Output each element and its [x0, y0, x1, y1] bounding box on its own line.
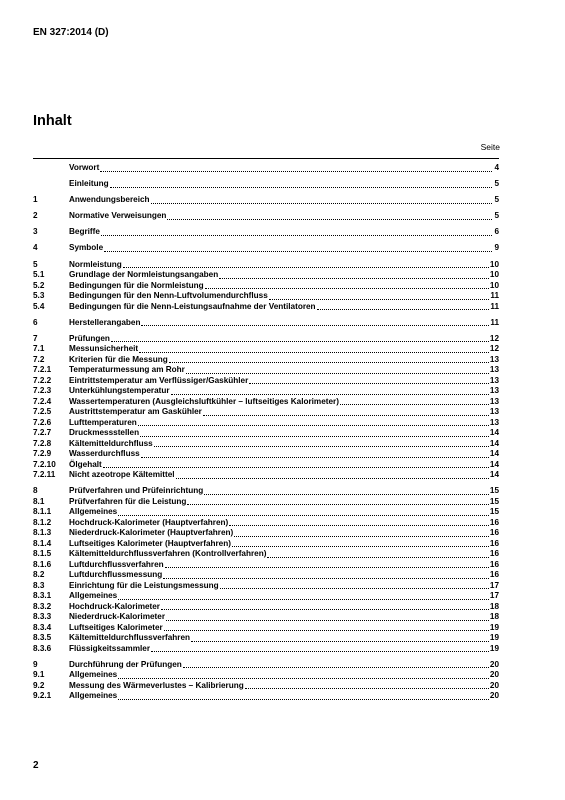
toc-entry-number: 8.1.2: [33, 517, 52, 527]
toc-leader-dots: [232, 545, 489, 547]
toc-entry-page: 11: [490, 291, 499, 301]
toc-leader-dots: [118, 598, 489, 600]
toc-entry[interactable]: [33, 418, 499, 429]
toc-entry-label: Luftseitiges Kalorimeter: [69, 622, 163, 632]
toc-entry[interactable]: [33, 460, 499, 471]
toc-leader-dots: [186, 372, 489, 374]
toc-entry-number: 7.2: [33, 354, 45, 364]
toc-leader-dots: [111, 340, 489, 342]
toc-entry-label: Kältemitteldurchflussverfahren: [69, 633, 191, 643]
toc-leader-dots: [229, 524, 489, 526]
toc-leader-dots: [191, 640, 489, 642]
toc-leader-dots: [141, 324, 489, 326]
toc-entry-label: Allgemeines: [69, 691, 118, 701]
toc-leader-dots: [118, 698, 489, 700]
toc-entry-number: 8.3.6: [33, 643, 52, 653]
toc-leader-dots: [138, 424, 489, 426]
toc-leader-dots: [100, 170, 492, 172]
toc-entry-label: Flüssigkeitssammler: [69, 643, 151, 653]
toc-entry[interactable]: [33, 591, 499, 602]
toc-leader-dots: [171, 393, 489, 395]
toc-leader-dots: [204, 493, 489, 495]
toc-entry-number: 6: [33, 317, 38, 327]
toc-entry-page: 14: [489, 438, 499, 448]
page-title: Inhalt: [33, 113, 72, 129]
toc-entry-label: Kältemitteldurchfluss: [69, 438, 153, 448]
toc-leader-dots: [269, 298, 490, 300]
toc-leader-dots: [169, 361, 489, 363]
toc-entry-number: 7: [33, 333, 38, 343]
toc-entry-number: 3: [33, 227, 38, 237]
toc-leader-dots: [139, 351, 489, 353]
toc-entry-number: 9: [33, 659, 38, 669]
toc-entry-number: 7.2.7: [33, 428, 52, 438]
toc-entry-page: 14: [489, 470, 499, 480]
toc-leader-dots: [176, 477, 489, 479]
toc-entry-number: 8.3: [33, 580, 45, 590]
toc-entry-number: 8: [33, 486, 38, 496]
toc-entry-number: 4: [33, 243, 38, 253]
toc-entry[interactable]: [33, 644, 499, 655]
toc-entry-number: 2: [33, 211, 38, 221]
toc-leader-dots: [123, 266, 489, 268]
toc-entry-number: 8.3.2: [33, 601, 52, 611]
toc-entry-page: 12: [489, 333, 499, 343]
toc-entry[interactable]: [33, 344, 499, 355]
toc-entry-label: Nicht azeotrope Kältemittel: [69, 470, 175, 480]
toc-entry-label: Prüfverfahren und Prüfeinrichtung: [69, 486, 204, 496]
toc-entry-label: Bedingungen für die Normleistung: [69, 280, 204, 290]
toc-leader-dots: [165, 566, 489, 568]
toc-entry-label: Prüfungen: [69, 333, 110, 343]
toc-entry-page: 5: [494, 179, 499, 189]
toc-entry-number: 9.2: [33, 680, 45, 690]
toc-leader-dots: [151, 650, 489, 652]
toc-leader-dots: [101, 234, 492, 236]
toc-entry-page: 16: [489, 559, 499, 569]
toc-leader-dots: [110, 186, 492, 188]
toc-entry-label: Niederdruck-Kalorimeter: [69, 612, 166, 622]
toc-entry-number: 7.2.9: [33, 449, 52, 459]
toc-entry-label: Hochdruck-Kalorimeter: [69, 601, 160, 611]
toc-entry-label: Vorwort: [69, 163, 100, 172]
toc-entry[interactable]: [33, 497, 499, 508]
toc-entry[interactable]: [33, 386, 499, 397]
toc-entry-label: Allgemeines: [69, 591, 118, 601]
toc-entry-page: 20: [489, 680, 499, 690]
toc-entry-number: 8.1.1: [33, 507, 52, 517]
toc-entry-page: 6: [494, 227, 499, 237]
toc-entry-number: 7.2.4: [33, 396, 52, 406]
toc-entry-page: 13: [489, 365, 499, 375]
toc-leader-dots: [164, 629, 489, 631]
toc-leader-dots: [219, 277, 489, 279]
toc-entry-number: 9.2.1: [33, 691, 52, 701]
toc-entry[interactable]: [33, 355, 499, 366]
toc-leader-dots: [161, 608, 489, 610]
document-id: EN 327:2014 (D): [33, 27, 109, 38]
toc-entry-page: 13: [489, 375, 499, 385]
toc-entry-label: Ölgehalt: [69, 459, 102, 469]
toc-entry-page: 13: [489, 386, 499, 396]
toc-entry-number: 7.2.11: [33, 470, 56, 480]
toc-entry-label: Luftdurchflussverfahren: [69, 559, 164, 569]
toc-entry[interactable]: [33, 195, 499, 206]
toc-entry-page: 18: [489, 601, 499, 611]
toc-entry[interactable]: [33, 227, 499, 238]
toc-entry[interactable]: [33, 518, 499, 529]
toc-entry-number: 5: [33, 259, 38, 269]
toc-entry-page: 13: [489, 417, 499, 427]
toc-entry-number: 8.3.5: [33, 633, 52, 643]
toc-entry[interactable]: [33, 407, 499, 418]
toc-entry-page: 10: [489, 270, 499, 280]
toc-entry[interactable]: [33, 179, 499, 190]
toc-leader-dots: [151, 202, 492, 204]
toc-entry-label: Begriffe: [69, 227, 100, 237]
toc-entry-label: Normative Verweisungen: [69, 211, 167, 221]
toc-entry-label: Austrittstemperatur am Gaskühler: [69, 407, 202, 417]
toc-entry-label: Einrichtung für die Leistungsmessung: [69, 580, 219, 590]
toc-entry-number: 5.4: [33, 301, 45, 311]
toc-entry-page: 13: [489, 407, 499, 417]
toc-entry[interactable]: [33, 507, 499, 518]
toc-entry-label: Lufttemperaturen: [69, 417, 137, 427]
toc-leader-dots: [140, 435, 489, 437]
toc-entry-label: Grundlage der Normleistungsangaben: [69, 270, 219, 280]
toc-entry[interactable]: [33, 660, 499, 671]
toc-leader-dots: [187, 503, 489, 505]
table-of-contents: [33, 163, 499, 702]
toc-entry-page: 18: [489, 612, 499, 622]
toc-entry-number: 7.2.2: [33, 375, 52, 385]
toc-entry[interactable]: [33, 670, 499, 681]
toc-entry[interactable]: [33, 302, 499, 313]
toc-entry-page: 15: [489, 486, 499, 496]
toc-entry-page: 19: [489, 643, 499, 653]
toc-entry-page: 17: [489, 591, 499, 601]
toc-entry[interactable]: [33, 623, 499, 634]
toc-entry[interactable]: [33, 470, 499, 481]
toc-entry-page: 16: [489, 528, 499, 538]
toc-entry-label: Kältemitteldurchflussverfahren (Kontrollverfahren): [69, 549, 267, 559]
toc-entry-label: Eintrittstemperatur am Verflüssiger/Gaskühler: [69, 375, 249, 385]
toc-leader-dots: [166, 619, 489, 621]
toc-entry-page: 16: [489, 570, 499, 580]
toc-entry-number: 8.1.3: [33, 528, 52, 538]
toc-leader-dots: [154, 445, 489, 447]
toc-entry-number: 7.2.1: [33, 365, 52, 375]
toc-entry-label: Temperaturmessung am Rohr: [69, 365, 185, 375]
toc-entry[interactable]: [33, 560, 499, 571]
toc-leader-dots: [104, 250, 492, 252]
toc-entry-label: Messunsicherheit: [69, 344, 139, 354]
toc-entry-number: 8.2: [33, 570, 45, 580]
toc-entry-label: Druckmessstellen: [69, 428, 140, 438]
toc-entry-number: 8.3.1: [33, 591, 52, 601]
toc-entry-page: 9: [494, 243, 499, 253]
toc-entry[interactable]: [33, 439, 499, 450]
toc-entry-page: 19: [489, 633, 499, 643]
toc-entry-page: 14: [489, 459, 499, 469]
toc-entry[interactable]: [33, 211, 499, 222]
toc-entry-number: 9.1: [33, 670, 45, 680]
toc-entry-number: 7.2.5: [33, 407, 52, 417]
toc-entry-label: Unterkühlungstemperatur: [69, 386, 170, 396]
toc-entry-number: 8.3.3: [33, 612, 52, 622]
toc-entry[interactable]: [33, 681, 499, 692]
toc-entry-page: 5: [494, 211, 499, 221]
toc-entry-number: 8.1: [33, 496, 45, 506]
toc-leader-dots: [317, 308, 490, 310]
toc-entry[interactable]: [33, 163, 499, 174]
toc-entry-label: Niederdruck-Kalorimeter (Hauptverfahren): [69, 528, 234, 538]
toc-entry[interactable]: [33, 691, 499, 702]
toc-entry[interactable]: [33, 449, 499, 460]
toc-leader-dots: [220, 587, 489, 589]
toc-entry-page: 16: [489, 549, 499, 559]
toc-entry-page: 20: [489, 670, 499, 680]
toc-entry-label: Wassertemperaturen (Ausgleichsluftkühler – luftseitiges Kalorimeter): [69, 396, 339, 406]
toc-entry-page: 13: [489, 396, 499, 406]
toc-leader-dots: [340, 403, 489, 405]
toc-entry-label: Anwendungsbereich: [69, 195, 150, 205]
toc-entry-label: Allgemeines: [69, 670, 118, 680]
toc-entry-page: 15: [489, 496, 499, 506]
toc-entry[interactable]: [33, 581, 499, 592]
toc-entry[interactable]: [33, 428, 499, 439]
toc-entry-page: 5: [494, 195, 499, 205]
toc-entry-page: 16: [489, 538, 499, 548]
toc-entry[interactable]: [33, 291, 499, 302]
toc-entry-page: 10: [489, 259, 499, 269]
toc-entry-page: 19: [489, 622, 499, 632]
toc-entry-page: 11: [490, 301, 499, 311]
toc-leader-dots: [205, 287, 489, 289]
toc-entry-number: 8.1.5: [33, 549, 52, 559]
toc-entry-number: 7.1: [33, 344, 45, 354]
toc-leader-dots: [183, 666, 489, 668]
toc-entry[interactable]: [33, 365, 499, 376]
toc-entry-page: 12: [489, 344, 499, 354]
toc-entry-page: 4: [494, 163, 499, 172]
toc-leader-dots: [118, 514, 489, 516]
toc-leader-dots: [245, 687, 489, 689]
toc-entry-number: 5.2: [33, 280, 45, 290]
toc-entry[interactable]: [33, 602, 499, 613]
toc-leader-dots: [167, 218, 492, 220]
toc-leader-dots: [249, 382, 489, 384]
toc-entry-number: 8.3.4: [33, 622, 52, 632]
toc-leader-dots: [234, 535, 489, 537]
toc-entry-label: Bedingungen für die Nenn-Leistungsaufnahme der Ventilatoren: [69, 301, 316, 311]
toc-leader-dots: [141, 456, 489, 458]
toc-entry-number: 1: [33, 195, 38, 205]
toc-entry-page: 10: [489, 280, 499, 290]
toc-leader-dots: [103, 466, 489, 468]
toc-entry[interactable]: [33, 334, 499, 345]
toc-entry-page: 14: [489, 449, 499, 459]
toc-entry-page: 20: [489, 691, 499, 701]
toc-entry[interactable]: [33, 528, 499, 539]
toc-leader-dots: [203, 414, 489, 416]
toc-entry-label: Einleitung: [69, 179, 109, 189]
toc-leader-dots: [118, 677, 489, 679]
toc-entry[interactable]: [33, 633, 499, 644]
toc-entry-number: 7.2.10: [33, 459, 56, 469]
toc-entry-page: 11: [490, 317, 499, 327]
toc-entry-number: 8.1.4: [33, 538, 52, 548]
toc-entry-page: 15: [489, 507, 499, 517]
toc-entry[interactable]: [33, 243, 499, 254]
toc-entry-label: Hochdruck-Kalorimeter (Hauptverfahren): [69, 517, 229, 527]
toc-entry[interactable]: [33, 539, 499, 550]
toc-entry-label: Messung des Wärmeverlustes – Kalibrierung: [69, 680, 244, 690]
toc-entry-label: Wasserdurchfluss: [69, 449, 140, 459]
toc-entry[interactable]: [33, 612, 499, 623]
toc-entry-label: Symbole: [69, 243, 104, 253]
toc-entry[interactable]: [33, 486, 499, 497]
toc-entry-number: 8.1.6: [33, 559, 52, 569]
top-rule: [33, 158, 499, 159]
toc-entry-label: Luftseitiges Kalorimeter (Hauptverfahren): [69, 538, 231, 548]
toc-entry[interactable]: [33, 376, 499, 387]
toc-entry-number: 7.2.6: [33, 417, 52, 427]
toc-entry[interactable]: [33, 281, 499, 292]
toc-entry-number: 7.2.3: [33, 386, 52, 396]
toc-entry[interactable]: [33, 270, 499, 281]
toc-entry-number: 5.1: [33, 270, 45, 280]
toc-entry-label: Luftdurchflussmessung: [69, 570, 163, 580]
page-number: 2: [33, 760, 39, 771]
toc-entry-label: Allgemeines: [69, 507, 118, 517]
toc-entry-page: 14: [489, 428, 499, 438]
toc-leader-dots: [163, 577, 489, 579]
toc-entry-label: Prüfverfahren für die Leistung: [69, 496, 187, 506]
toc-entry-label: Durchführung der Prüfungen: [69, 659, 182, 669]
toc-entry[interactable]: [33, 260, 499, 271]
toc-entry[interactable]: [33, 570, 499, 581]
toc-entry[interactable]: [33, 549, 499, 560]
toc-entry-label: Bedingungen für den Nenn-Luftvolumendurchfluss: [69, 291, 268, 301]
toc-entry-page: 20: [489, 659, 499, 669]
toc-entry-label: Kriterien für die Messung: [69, 354, 168, 364]
toc-entry-number: 5.3: [33, 291, 45, 301]
toc-entry[interactable]: [33, 397, 499, 408]
toc-entry-page: 13: [489, 354, 499, 364]
toc-entry-page: 17: [489, 580, 499, 590]
toc-entry-label: Herstellerangaben: [69, 317, 141, 327]
toc-entry-label: Normleistung: [69, 259, 122, 269]
toc-entry[interactable]: [33, 318, 499, 329]
toc-leader-dots: [267, 556, 488, 558]
toc-entry-page: 16: [489, 517, 499, 527]
toc-entry-number: 7.2.8: [33, 438, 52, 448]
seite-label: Seite: [480, 142, 500, 152]
